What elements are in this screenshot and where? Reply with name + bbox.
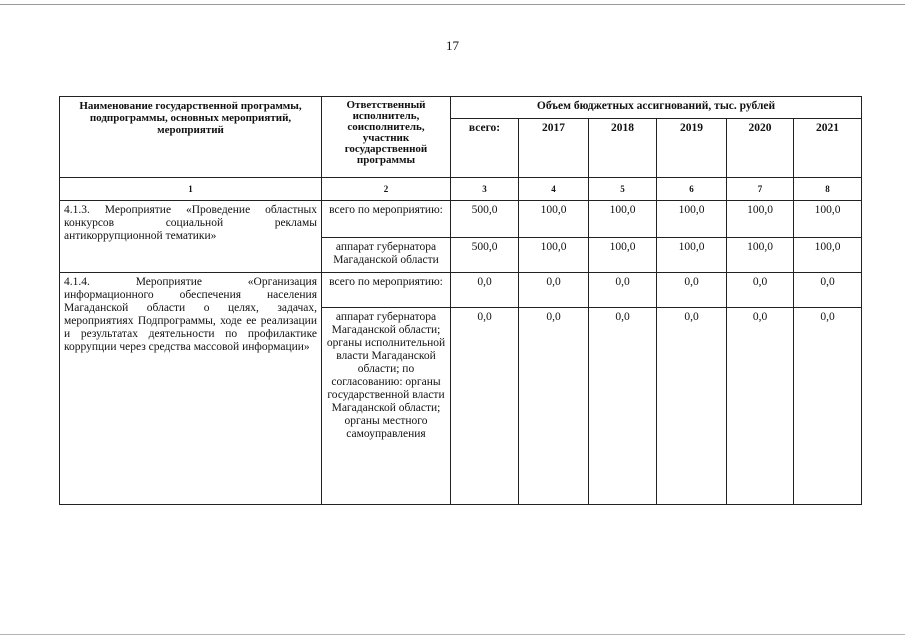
header-name-col: Наименование государственной программы, подпрограммы, основных мероприятий, мероприятий <box>60 97 322 178</box>
value-2019: 0,0 <box>657 308 727 505</box>
scan-top-border <box>0 4 905 5</box>
value-2019: 0,0 <box>657 273 727 308</box>
value-2017: 100,0 <box>519 238 589 273</box>
value-2017: 0,0 <box>519 273 589 308</box>
value-2021: 100,0 <box>794 238 862 273</box>
column-number: 4 <box>519 178 589 201</box>
column-number: 6 <box>657 178 727 201</box>
header-year-2018: 2018 <box>589 119 657 178</box>
value-2021: 0,0 <box>794 273 862 308</box>
value-2020: 0,0 <box>727 308 794 505</box>
column-number: 8 <box>794 178 862 201</box>
table-row <box>60 273 862 308</box>
measure-name: 4.1.3. Мероприятие «Проведение областных конкурсов социальной рекламы антикоррупционной тематики» <box>60 201 322 273</box>
value-2021: 100,0 <box>794 201 862 238</box>
column-number-row <box>60 178 862 201</box>
value-2020: 0,0 <box>727 273 794 308</box>
scan-bottom-border <box>0 634 905 635</box>
header-year-2017: 2017 <box>519 119 589 178</box>
value-2020: 100,0 <box>727 201 794 238</box>
header-responsible-col: Ответственный исполнитель, соисполнитель, участник государственной программы <box>322 97 451 178</box>
value-2021: 0,0 <box>794 308 862 505</box>
value-2019: 100,0 <box>657 238 727 273</box>
responsible-cell: аппарат губернатора Магаданской области; органы исполнительной власти Магаданской области; по согласованию: органы государственной власти Магаданской области; органы местного самоуправления <box>322 308 451 505</box>
column-number: 3 <box>451 178 519 201</box>
value-2018: 0,0 <box>589 308 657 505</box>
header-year-2019: 2019 <box>657 119 727 178</box>
value-total: 500,0 <box>451 238 519 273</box>
header-budget-group: Объем бюджетных ассигнований, тыс. рублей <box>451 97 862 119</box>
measure-name: 4.1.4. Мероприятие «Организация информационного обеспечения населения Магаданской области о целях, задачах, мероприятиях Подпрограммы, ходе ее реализации и результатах деятельности по профилактике коррупции через средства массовой информации» <box>60 273 322 505</box>
table-row <box>60 201 862 238</box>
budget-table <box>59 96 862 505</box>
header-total-col: всего: <box>451 119 519 178</box>
responsible-cell: всего по мероприятию: <box>322 273 451 308</box>
column-number: 1 <box>60 178 322 201</box>
value-2019: 100,0 <box>657 201 727 238</box>
header-year-2020: 2020 <box>727 119 794 178</box>
value-2017: 100,0 <box>519 201 589 238</box>
responsible-cell: аппарат губернатора Магаданской области <box>322 238 451 273</box>
column-number: 7 <box>727 178 794 201</box>
value-2018: 0,0 <box>589 273 657 308</box>
header-year-2021: 2021 <box>794 119 862 178</box>
value-2018: 100,0 <box>589 201 657 238</box>
page-number: 17 <box>446 38 459 53</box>
column-number: 5 <box>589 178 657 201</box>
value-2020: 100,0 <box>727 238 794 273</box>
value-2018: 100,0 <box>589 238 657 273</box>
value-2017: 0,0 <box>519 308 589 505</box>
value-total: 0,0 <box>451 308 519 505</box>
column-number: 2 <box>322 178 451 201</box>
value-total: 500,0 <box>451 201 519 238</box>
header-row <box>60 97 862 119</box>
value-total: 0,0 <box>451 273 519 308</box>
responsible-cell: всего по мероприятию: <box>322 201 451 238</box>
